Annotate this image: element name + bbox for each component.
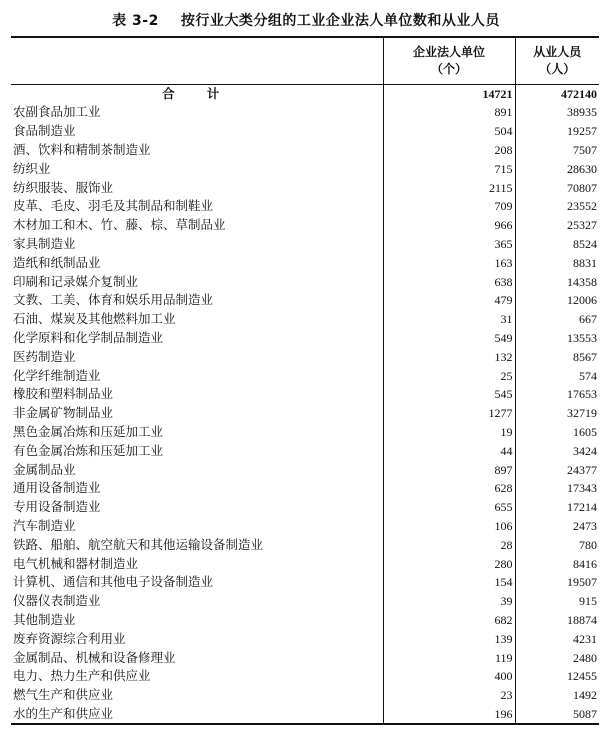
units-count: 682 — [383, 611, 515, 630]
total-employees: 472140 — [515, 85, 599, 104]
industry-name: 电力、热力生产和供应业 — [13, 668, 151, 684]
table-caption: 按行业大类分组的工业企业法人单位数和从业人员 — [180, 13, 500, 29]
units-count: 715 — [383, 159, 515, 178]
table-row — [11, 272, 599, 291]
total-row — [11, 85, 599, 104]
employees-count: 18874 — [515, 611, 599, 630]
units-count: 119 — [383, 648, 515, 667]
table-row — [11, 235, 599, 254]
units-count: 2115 — [383, 178, 515, 197]
industry-name: 金属制品业 — [13, 461, 76, 477]
employees-count: 8524 — [515, 235, 599, 254]
table-row — [11, 573, 599, 592]
industry-name: 石油、煤炭及其他燃料加工业 — [13, 311, 176, 327]
employees-count: 25327 — [515, 216, 599, 235]
industry-name: 化学纤维制造业 — [13, 367, 101, 383]
table-header-row — [11, 37, 599, 85]
employees-count: 667 — [515, 310, 599, 329]
header-employees — [515, 37, 599, 85]
table-row — [11, 159, 599, 178]
units-count: 31 — [383, 310, 515, 329]
units-count: 479 — [383, 291, 515, 310]
employees-count: 7507 — [515, 141, 599, 160]
units-count: 966 — [383, 216, 515, 235]
industry-name: 专用设备制造业 — [13, 499, 101, 515]
employees-count: 2473 — [515, 517, 599, 536]
units-count: 25 — [383, 366, 515, 385]
industry-name: 汽车制造业 — [13, 517, 76, 533]
table-row — [11, 517, 599, 536]
industry-name: 橡胶和塑料制品业 — [13, 386, 114, 402]
table-row — [11, 291, 599, 310]
industry-name: 有色金属冶炼和压延加工业 — [13, 442, 164, 458]
table-row — [11, 329, 599, 348]
industry-name: 铁路、船舶、航空航天和其他运输设备制造业 — [13, 536, 264, 552]
employees-count: 17653 — [515, 385, 599, 404]
header-employees-unit: （人） — [539, 62, 576, 76]
employees-count: 19507 — [515, 573, 599, 592]
industry-name: 仪器仪表制造业 — [13, 593, 101, 609]
industry-name: 电气机械和器材制造业 — [13, 555, 139, 571]
industry-name: 纺织服装、服饰业 — [13, 179, 114, 195]
employees-count: 12006 — [515, 291, 599, 310]
units-count: 139 — [383, 629, 515, 648]
table-row — [11, 554, 599, 573]
table-row — [11, 347, 599, 366]
header-units-unit: （个） — [430, 62, 467, 76]
header-units — [383, 37, 515, 85]
industry-name: 医药制造业 — [13, 348, 76, 364]
units-count: 208 — [383, 141, 515, 160]
units-count: 280 — [383, 554, 515, 573]
units-count: 106 — [383, 517, 515, 536]
employees-count: 2480 — [515, 648, 599, 667]
industry-name: 酒、饮料和精制茶制造业 — [13, 141, 151, 157]
industry-name: 食品制造业 — [13, 123, 76, 139]
table-row — [11, 460, 599, 479]
industry-name: 通用设备制造业 — [13, 480, 101, 496]
units-count: 365 — [383, 235, 515, 254]
units-count: 23 — [383, 686, 515, 705]
header-industry — [11, 37, 383, 85]
employees-count: 780 — [515, 535, 599, 554]
industry-name: 金属制品、机械和设备修理业 — [13, 649, 176, 665]
total-label: 合 计 — [162, 86, 234, 101]
employees-count: 17214 — [515, 498, 599, 517]
table-row — [11, 629, 599, 648]
industry-name: 计算机、通信和其他电子设备制造业 — [13, 574, 214, 590]
table-row — [11, 385, 599, 404]
units-count: 628 — [383, 479, 515, 498]
industry-table — [11, 36, 599, 725]
employees-count: 8416 — [515, 554, 599, 573]
units-count: 549 — [383, 329, 515, 348]
industry-name: 燃气生产和供应业 — [13, 687, 114, 703]
header-employees-label: 从业人员 — [533, 45, 582, 59]
employees-count: 12455 — [515, 667, 599, 686]
table-row — [11, 366, 599, 385]
employees-count: 8567 — [515, 347, 599, 366]
employees-count: 38935 — [515, 103, 599, 122]
units-count: 545 — [383, 385, 515, 404]
table-row — [11, 216, 599, 235]
industry-name: 文教、工美、体育和娱乐用品制造业 — [13, 292, 214, 308]
table-row — [11, 141, 599, 160]
industry-name: 木材加工和木、竹、藤、棕、草制品业 — [13, 217, 226, 233]
table-row — [11, 103, 599, 122]
employees-count: 19257 — [515, 122, 599, 141]
employees-count: 3424 — [515, 441, 599, 460]
industry-name: 家具制造业 — [13, 235, 76, 251]
employees-count: 13553 — [515, 329, 599, 348]
table-row — [11, 667, 599, 686]
units-count: 638 — [383, 272, 515, 291]
table-row — [11, 122, 599, 141]
industry-name: 皮革、毛皮、羽毛及其制品和制鞋业 — [13, 198, 214, 214]
industry-name: 废弃资源综合利用业 — [13, 630, 126, 646]
units-count: 891 — [383, 103, 515, 122]
units-count: 39 — [383, 592, 515, 611]
table-title — [0, 10, 612, 30]
employees-count: 5087 — [515, 705, 599, 725]
table-row — [11, 178, 599, 197]
industry-name: 造纸和纸制品业 — [13, 254, 101, 270]
employees-count: 32719 — [515, 404, 599, 423]
units-count: 897 — [383, 460, 515, 479]
units-count: 154 — [383, 573, 515, 592]
industry-name: 黑色金属冶炼和压延加工业 — [13, 423, 164, 439]
employees-count: 70807 — [515, 178, 599, 197]
table-row — [11, 535, 599, 554]
units-count: 44 — [383, 441, 515, 460]
units-count: 19 — [383, 423, 515, 442]
employees-count: 1605 — [515, 423, 599, 442]
table-row — [11, 686, 599, 705]
employees-count: 24377 — [515, 460, 599, 479]
employees-count: 23552 — [515, 197, 599, 216]
units-count: 163 — [383, 253, 515, 272]
employees-count: 28630 — [515, 159, 599, 178]
industry-name: 农副食品加工业 — [13, 104, 101, 120]
employees-count: 8831 — [515, 253, 599, 272]
table-row — [11, 197, 599, 216]
units-count: 655 — [383, 498, 515, 517]
total-units: 14721 — [383, 85, 515, 104]
units-count: 504 — [383, 122, 515, 141]
employees-count: 14358 — [515, 272, 599, 291]
industry-name: 其他制造业 — [13, 611, 76, 627]
table-row — [11, 648, 599, 667]
units-count: 1277 — [383, 404, 515, 423]
industry-name: 印刷和记录媒介复制业 — [13, 273, 139, 289]
industry-name: 化学原料和化学制品制造业 — [13, 329, 164, 345]
header-units-label: 企业法人单位 — [412, 45, 485, 59]
units-count: 196 — [383, 705, 515, 725]
table-row — [11, 423, 599, 442]
units-count: 400 — [383, 667, 515, 686]
table-row — [11, 611, 599, 630]
employees-count: 17343 — [515, 479, 599, 498]
table-row — [11, 705, 599, 725]
employees-count: 915 — [515, 592, 599, 611]
table-row — [11, 404, 599, 423]
table-row — [11, 310, 599, 329]
table-row — [11, 441, 599, 460]
industry-name: 水的生产和供应业 — [11, 705, 383, 725]
units-count: 132 — [383, 347, 515, 366]
table-row — [11, 592, 599, 611]
industry-name: 纺织业 — [13, 160, 51, 176]
table-row — [11, 498, 599, 517]
employees-count: 574 — [515, 366, 599, 385]
employees-count: 4231 — [515, 629, 599, 648]
units-count: 28 — [383, 535, 515, 554]
industry-name: 非金属矿物制品业 — [13, 405, 114, 421]
table-row — [11, 479, 599, 498]
table-body — [11, 85, 599, 725]
employees-count: 1492 — [515, 686, 599, 705]
units-count: 709 — [383, 197, 515, 216]
table-number: 表 3-2 — [112, 13, 159, 29]
table-row — [11, 253, 599, 272]
